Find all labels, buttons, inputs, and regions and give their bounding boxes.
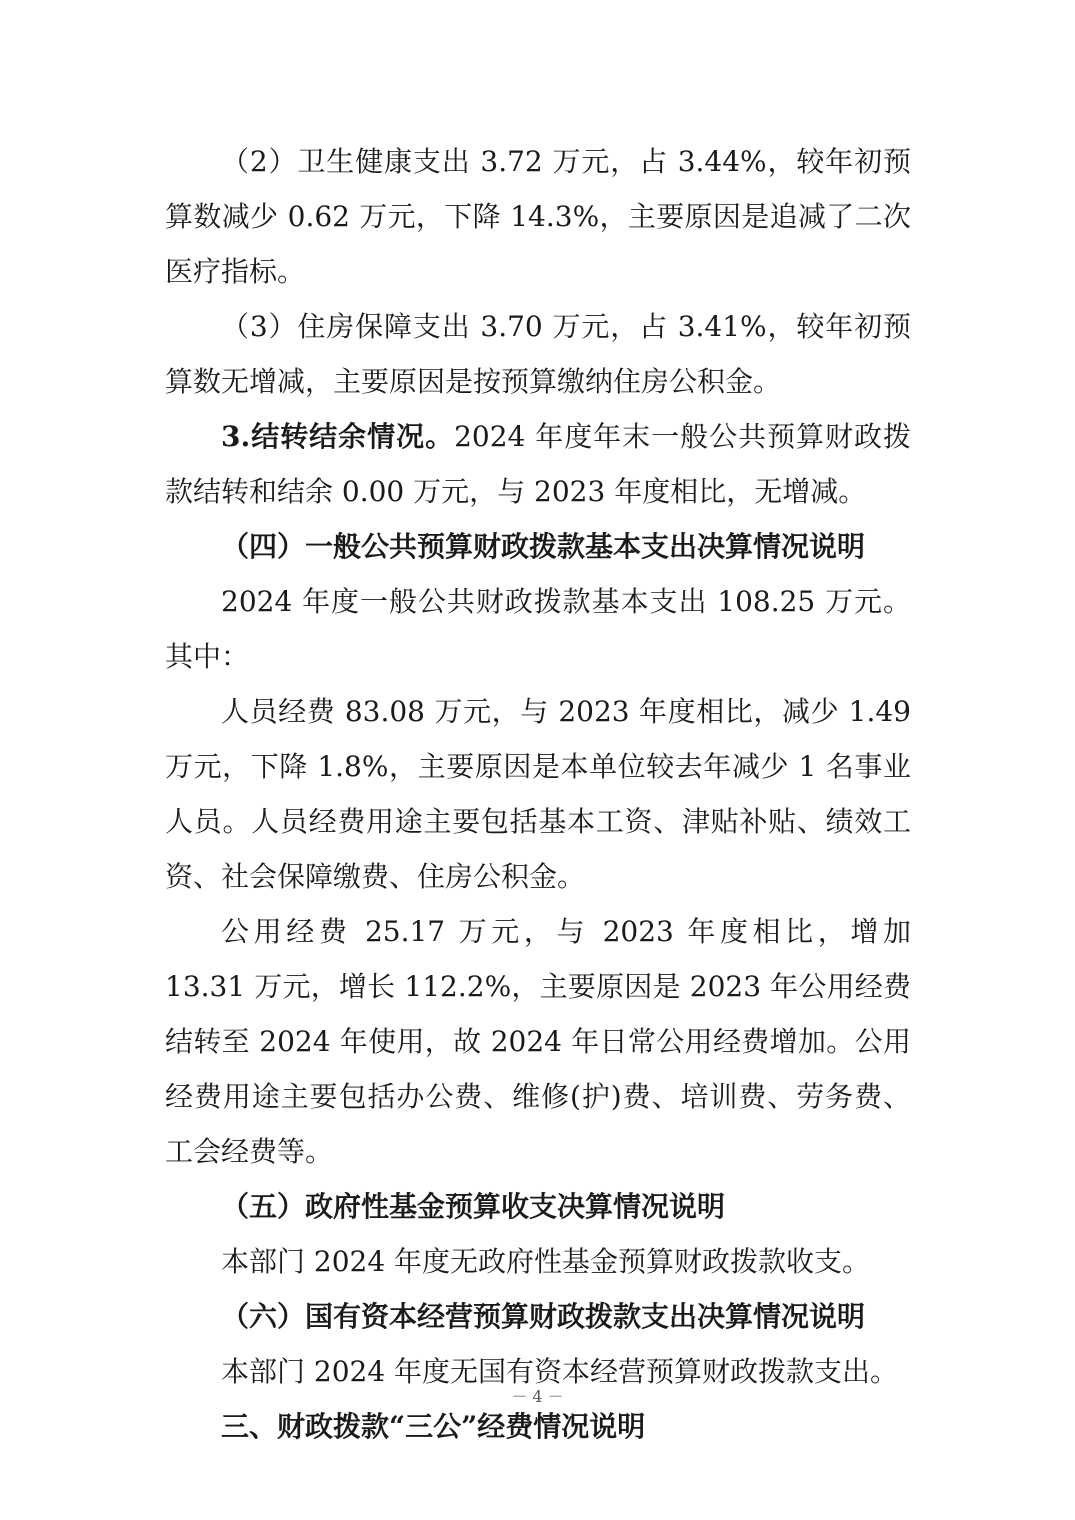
section-6-heading: （六）国有资本经营预算财政拨款支出决算情况说明	[221, 1300, 866, 1333]
section-6-text: 本部门 2024 年度无国有资本经营预算财政拨款支出。	[221, 1355, 899, 1388]
section-4-intro-main: 2024 年度一般公共财政拨款基本支出 108.25 万元。	[221, 585, 911, 618]
section-three-heading: 三、财政拨款“三公”经费情况说明	[221, 1410, 646, 1443]
section-5-text: 本部门 2024 年度无政府性基金预算财政拨款收支。	[221, 1245, 871, 1278]
section-4-intro-tail: 其中：	[165, 640, 250, 673]
paragraph-public-expenses: 公用经费 25.17 万元，与 2023 年度相比，增加 13.31 万元，增长 112.2%，主要原因是 2023 年公用经费结转至 2024 年使用，故 2024 年日常公用经费增加。公用经费用途主要包括办公费、维修(护)费、培训费、劳务费、工会经费等。	[165, 915, 911, 1168]
carryover-text: 2024 年度年末一般公共预算财政拨款结转和结余 0.00 万元，与 2023 年度相比，无增减。	[165, 420, 911, 508]
section-5-heading: （五）政府性基金预算收支决算情况说明	[221, 1190, 726, 1223]
paragraph-housing-expenditure: （3）住房保障支出 3.70 万元，占 3.41%，较年初预算数无增减，主要原因是按预算缴纳住房公积金。	[165, 310, 911, 398]
carryover-lead: 3.结转结余情况。	[221, 420, 455, 453]
page-number: － 4 －	[511, 1387, 564, 1406]
paragraph-personnel-expenses: 人员经费 83.08 万元，与 2023 年度相比，减少 1.49 万元，下降 1.8%，主要原因是本单位较去年减少 1 名事业人员。人员经费用途主要包括基本工资、津贴补贴、绩效工资、社会保障缴费、住房公积金。	[165, 695, 911, 893]
section-4-intro	[165, 574, 911, 684]
section-4-heading: （四）一般公共预算财政拨款基本支出决算情况说明	[221, 530, 866, 563]
document-body	[165, 134, 911, 1454]
paragraph-health-expenditure: （2）卫生健康支出 3.72 万元，占 3.44%，较年初预算数减少 0.62 万元，下降 14.3%，主要原因是追减了二次医疗指标。	[165, 145, 911, 288]
paragraph-carryover	[165, 409, 911, 519]
